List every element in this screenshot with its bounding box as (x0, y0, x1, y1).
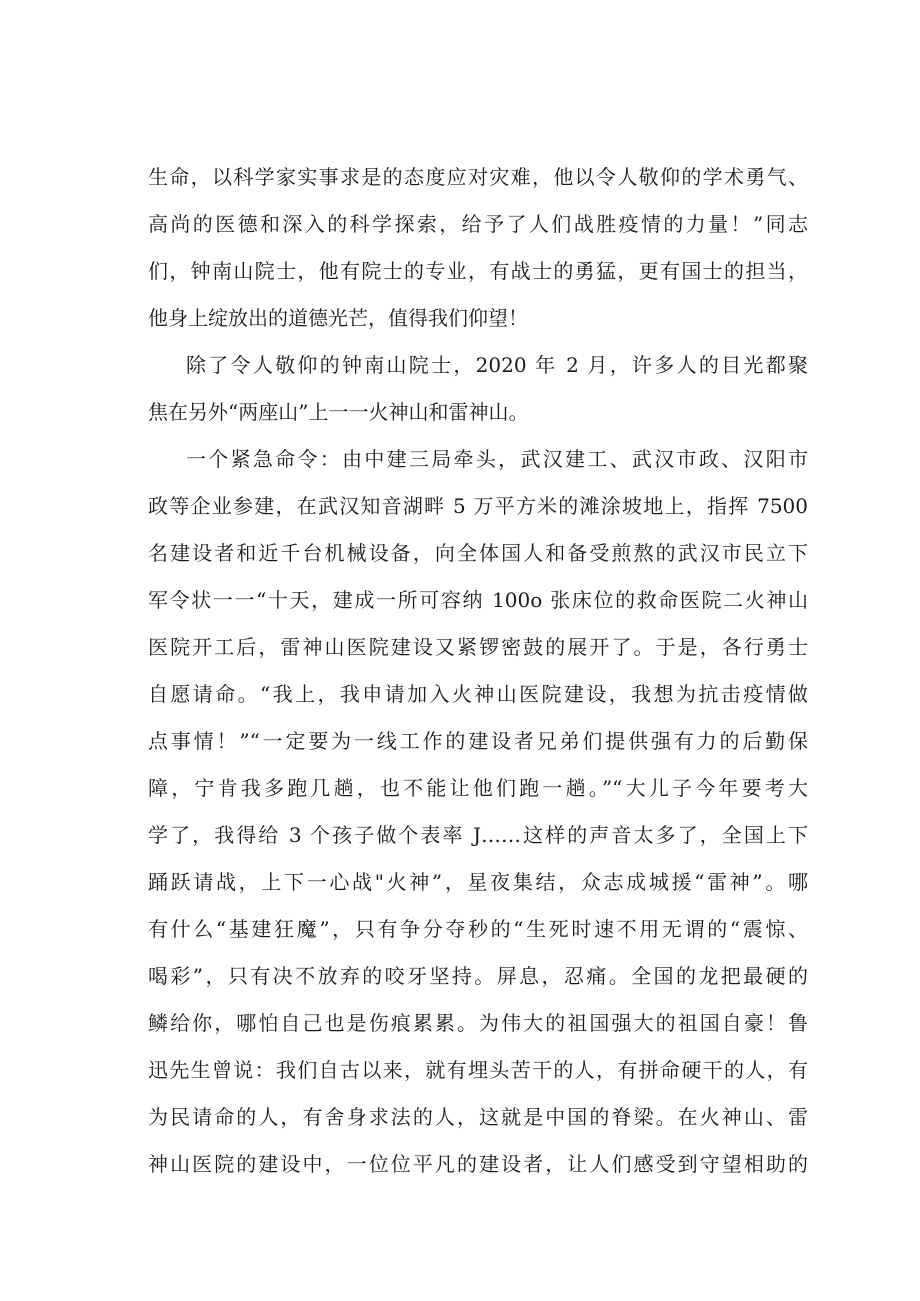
text-line: 迅先生曾说：我们自古以来，就有埋头苦干的人，有拼命硬干的人，有 (148, 1058, 808, 1082)
text-line: 军令状一一“十天，建成一所可容纳 100o 张床位的救命医院二火神山 (148, 588, 808, 612)
text-line: 名建设者和近千台机械设备，向全体国人和备受煎熬的武汉市民立下 (148, 541, 808, 565)
text-line: 一个紧急命令：由中建三局牵头，武汉建工、武汉市政、汉阳市 (186, 447, 808, 471)
text-line: 为民请命的人，有舍身求法的人，这就是中国的脊梁。在火神山、雷 (148, 1105, 808, 1129)
text-line: 高尚的医德和深入的科学探索，给予了人们战胜疫情的力量！”同志 (148, 212, 808, 236)
text-line: 自愿请命。“我上，我申请加入火神山医院建设，我想为抗击疫情做 (148, 682, 808, 706)
text-line: 神山医院的建设中，一位位平凡的建设者，让人们感受到守望相助的 (148, 1152, 808, 1176)
text-line: 政等企业参建，在武汉知音湖畔 5 万平方米的滩涂坡地上，指挥 7500 (148, 494, 808, 518)
text-line: 焦在另外“两座山”上一一火神山和雷神山。 (148, 400, 529, 424)
text-line: 点事情！”“一定要为一线工作的建设者兄弟们提供强有力的后勤保 (148, 729, 808, 753)
text-line: 喝彩”，只有决不放弃的咬牙坚持。屏息，忍痛。全国的龙把最硬的 (148, 964, 808, 988)
text-line: 学了，我得给 3 个孩子做个表率 J……这样的声音太多了，全国上下 (148, 823, 808, 847)
text-line: 鳞给你，哪怕自己也是伤痕累累。为伟大的祖国强大的祖国自豪！鲁 (148, 1011, 808, 1035)
text-line: 们，钟南山院士，他有院士的专业，有战士的勇猛，更有国士的担当， (148, 259, 808, 283)
text-line: 障，宁肯我多跑几趟，也不能让他们跑一趟。”“大儿子今年要考大 (148, 776, 808, 800)
text-line: 踊跃请战，上下一心战"火神”，星夜集结，众志成城援“雷神”。哪 (148, 870, 808, 894)
text-line: 生命，以科学家实事求是的态度应对灾难，他以令人敬仰的学术勇气、 (148, 165, 808, 189)
text-line: 他身上绽放出的道德光芒，值得我们仰望！ (148, 306, 528, 330)
text-line: 除了令人敬仰的钟南山院士，2020 年 2 月，许多人的目光都聚 (186, 353, 808, 377)
text-line: 有什么“基建狂魔”，只有争分夺秒的“生死时速不用无谓的“震惊、 (148, 917, 808, 941)
text-line: 医院开工后，雷神山医院建设又紧锣密鼓的展开了。于是，各行勇士 (148, 635, 808, 659)
